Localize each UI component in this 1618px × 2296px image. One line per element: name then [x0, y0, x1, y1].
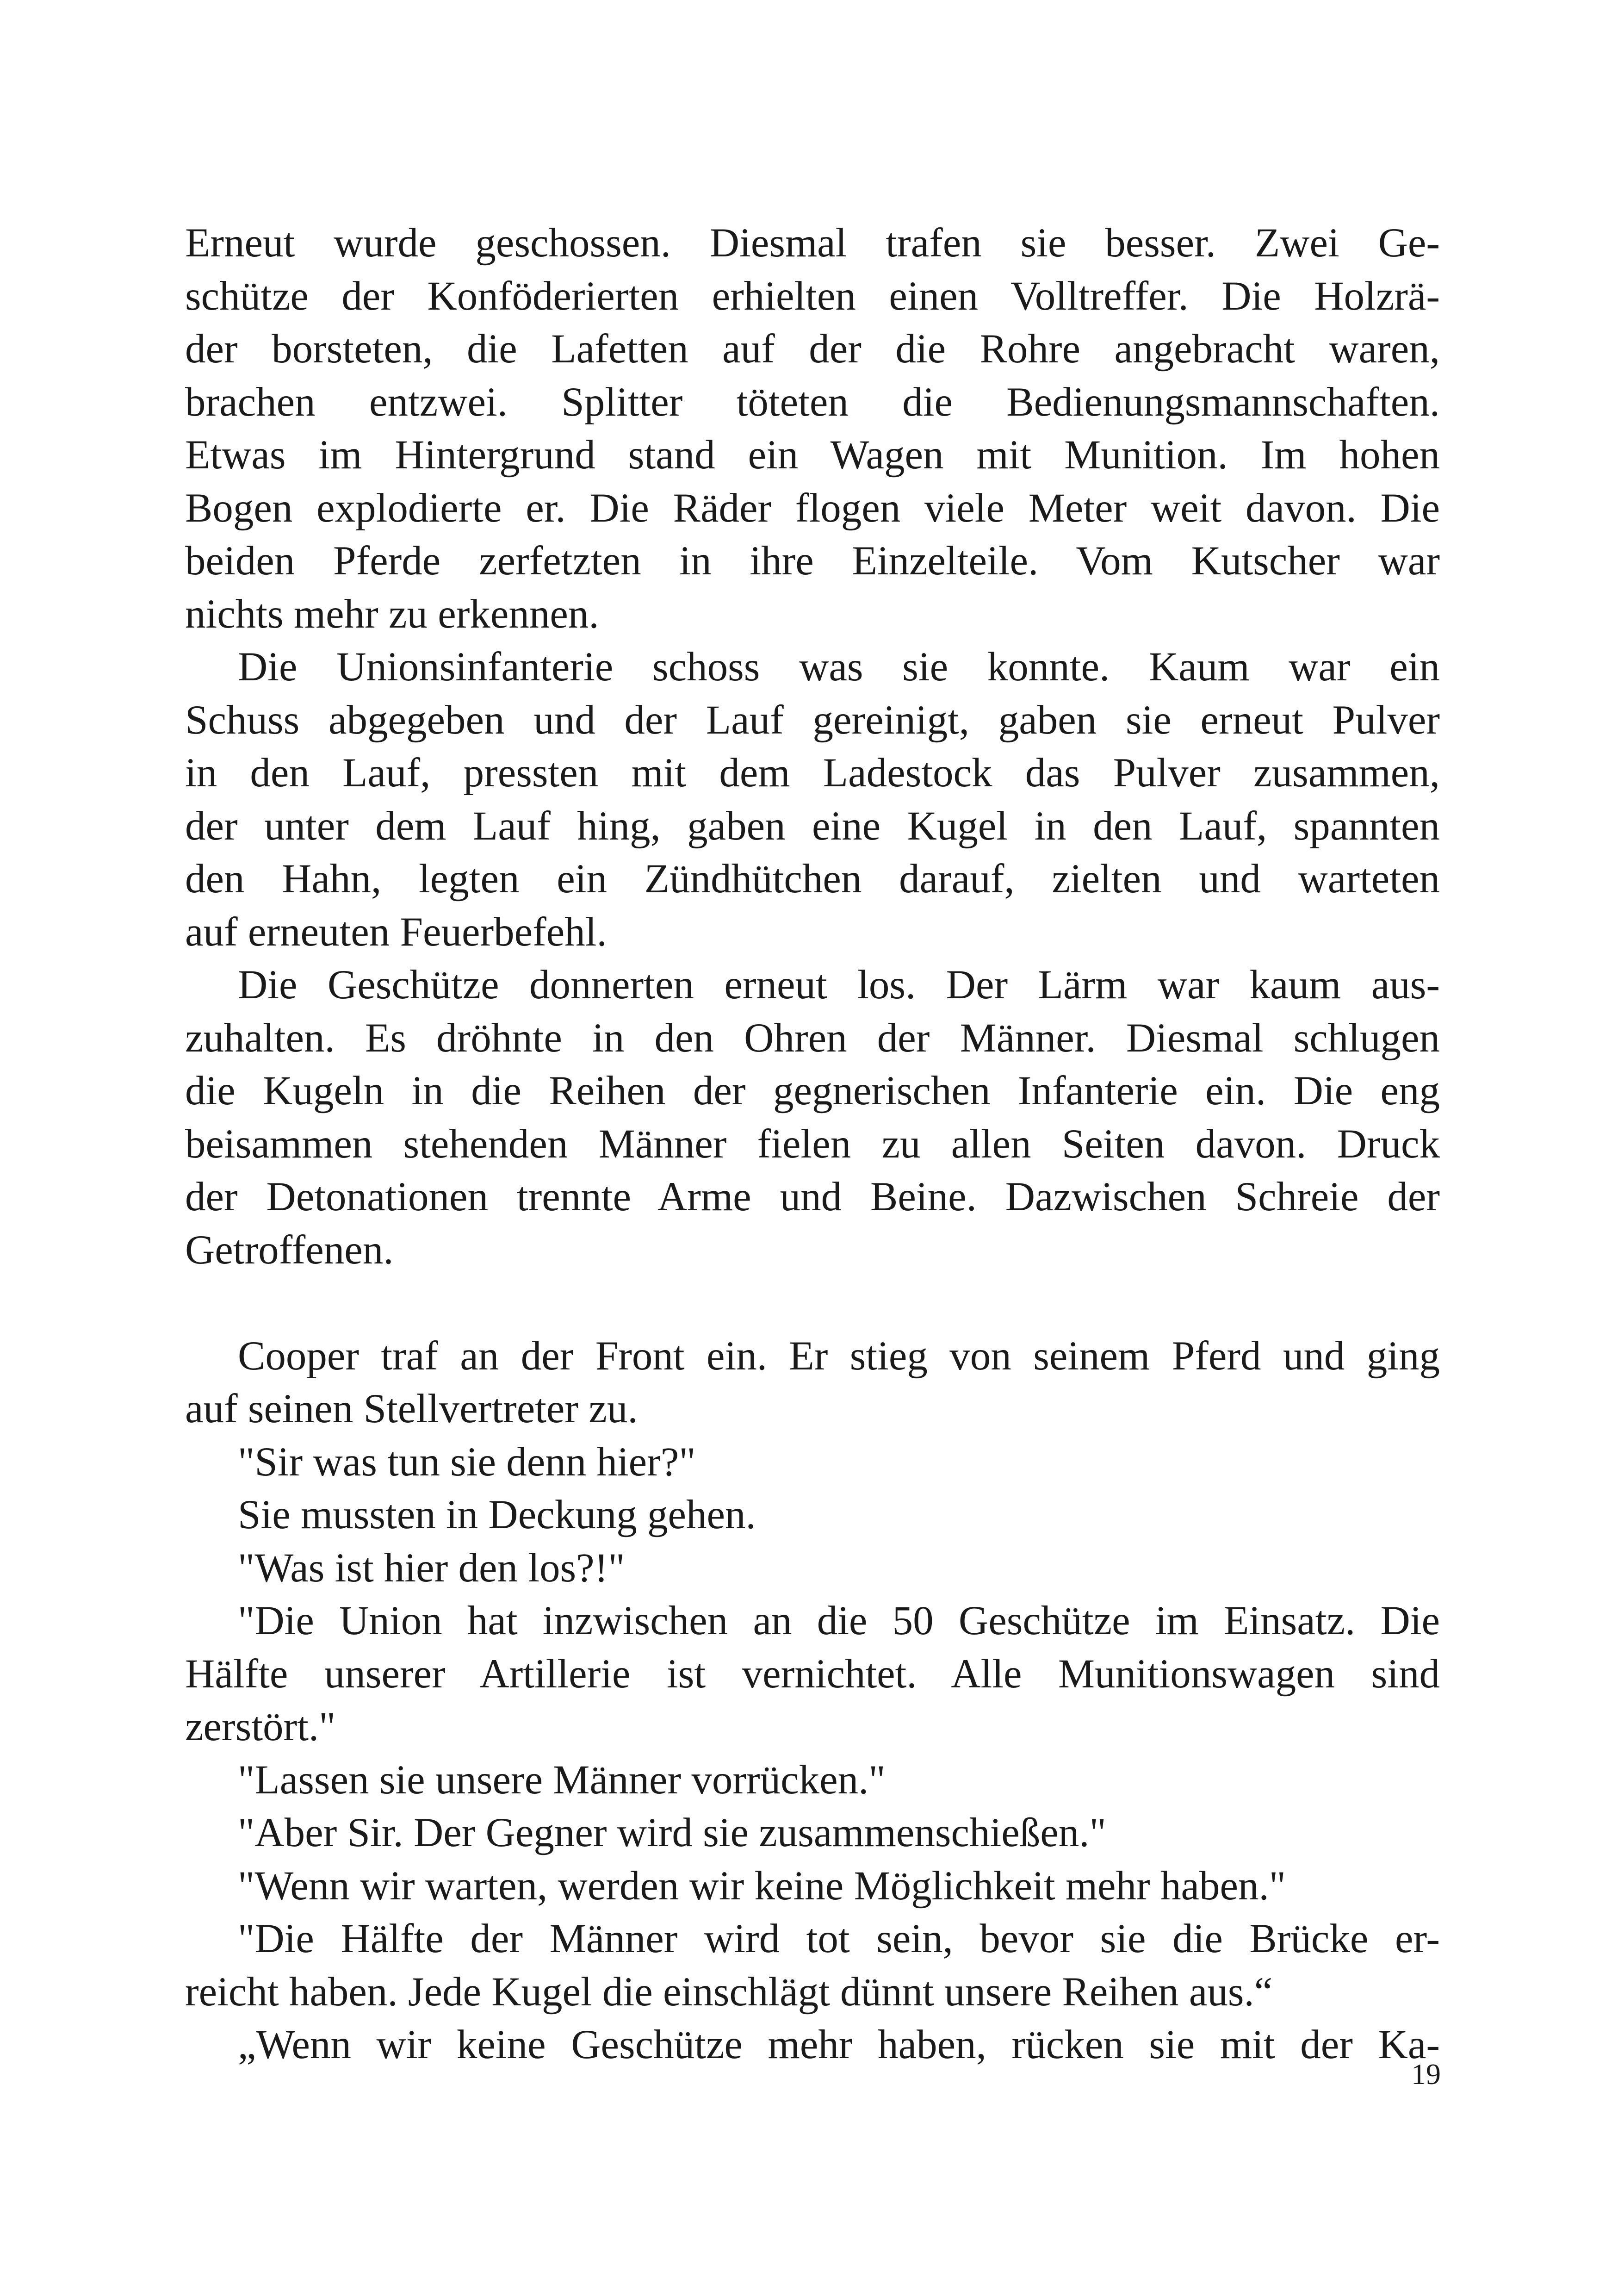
text-line: der unter dem Lauf hing, gaben eine Kugel in den Lauf, spannten [185, 803, 1440, 849]
text-line: reicht haben. Jede Kugel die einschlägt dünnt unsere Reihen aus.“ [185, 1969, 1273, 2015]
text-line: "Was ist hier den los?!" [238, 1545, 625, 1591]
text-line: brachen entzwei. Splitter töteten die Bedienungsmannschaften. [185, 379, 1440, 425]
page-number: 19 [1411, 2058, 1441, 2091]
text-line: Erneut wurde geschossen. Diesmal trafen sie besser. Zwei Ge- [185, 220, 1440, 266]
text-line: "Die Union hat inzwischen an die 50 Geschütze im Einsatz. Die [238, 1598, 1440, 1643]
text-line: Die Geschütze donnerten erneut los. Der Lärm war kaum aus- [238, 962, 1440, 1008]
text-line: "Aber Sir. Der Gegner wird sie zusammenschießen." [238, 1810, 1106, 1855]
text-line: in den Lauf, pressten mit dem Ladestock das Pulver zusammen, [185, 750, 1440, 796]
text-line: Die Unionsinfanterie schoss was sie konnte. Kaum war ein [238, 644, 1440, 690]
text-line: Sie mussten in Deckung gehen. [238, 1492, 756, 1537]
text-line: beiden Pferde zerfetzten in ihre Einzelteile. Vom Kutscher war [185, 538, 1440, 584]
text-line: nichts mehr zu erkennen. [185, 591, 599, 637]
text-line: Getroffenen. [185, 1227, 394, 1273]
text-line: "Die Hälfte der Männer wird tot sein, bevor sie die Brücke er- [238, 1916, 1440, 1961]
text-line: "Sir was tun sie denn hier?" [238, 1439, 696, 1485]
text-line: Hälfte unserer Artillerie ist vernichtet. Alle Munitionswagen sind [185, 1651, 1440, 1697]
text-line: der Detonationen trennte Arme und Beine. Dazwischen Schreie der [185, 1174, 1440, 1220]
text-line: die Kugeln in die Reihen der gegnerischen Infanterie ein. Die eng [185, 1068, 1440, 1114]
text-line: „Wenn wir keine Geschütze mehr haben, rücken sie mit der Ka- [238, 2022, 1440, 2067]
text-line: schütze der Konföderierten erhielten einen Volltreffer. Die Holzrä- [185, 273, 1440, 319]
book-page-text [185, 217, 1440, 2072]
text-line: Bogen explodierte er. Die Räder flogen viele Meter weit davon. Die [185, 485, 1440, 531]
text-line: beisammen stehenden Männer fielen zu allen Seiten davon. Druck [185, 1121, 1440, 1167]
text-line: "Lassen sie unsere Männer vorrücken." [238, 1757, 886, 1803]
text-line: auf seinen Stellvertreter zu. [185, 1386, 638, 1431]
text-line: der borsteten, die Lafetten auf der die Rohre angebracht waren, [185, 326, 1440, 372]
text-line: den Hahn, legten ein Zündhütchen darauf, zielten und warteten [185, 856, 1440, 902]
text-line: Cooper traf an der Front ein. Er stieg von seinem Pferd und ging [238, 1333, 1440, 1379]
text-line: auf erneuten Feuerbefehl. [185, 909, 607, 955]
text-line: Schuss abgegeben und der Lauf gereinigt, gaben sie erneut Pulver [185, 697, 1440, 743]
text-line: Etwas im Hintergrund stand ein Wagen mit Munition. Im hohen [185, 432, 1440, 478]
text-line: zuhalten. Es dröhnte in den Ohren der Männer. Diesmal schlugen [185, 1015, 1440, 1061]
text-line: "Wenn wir warten, werden wir keine Möglichkeit mehr haben." [238, 1863, 1286, 1909]
text-line: zerstört." [185, 1704, 336, 1749]
